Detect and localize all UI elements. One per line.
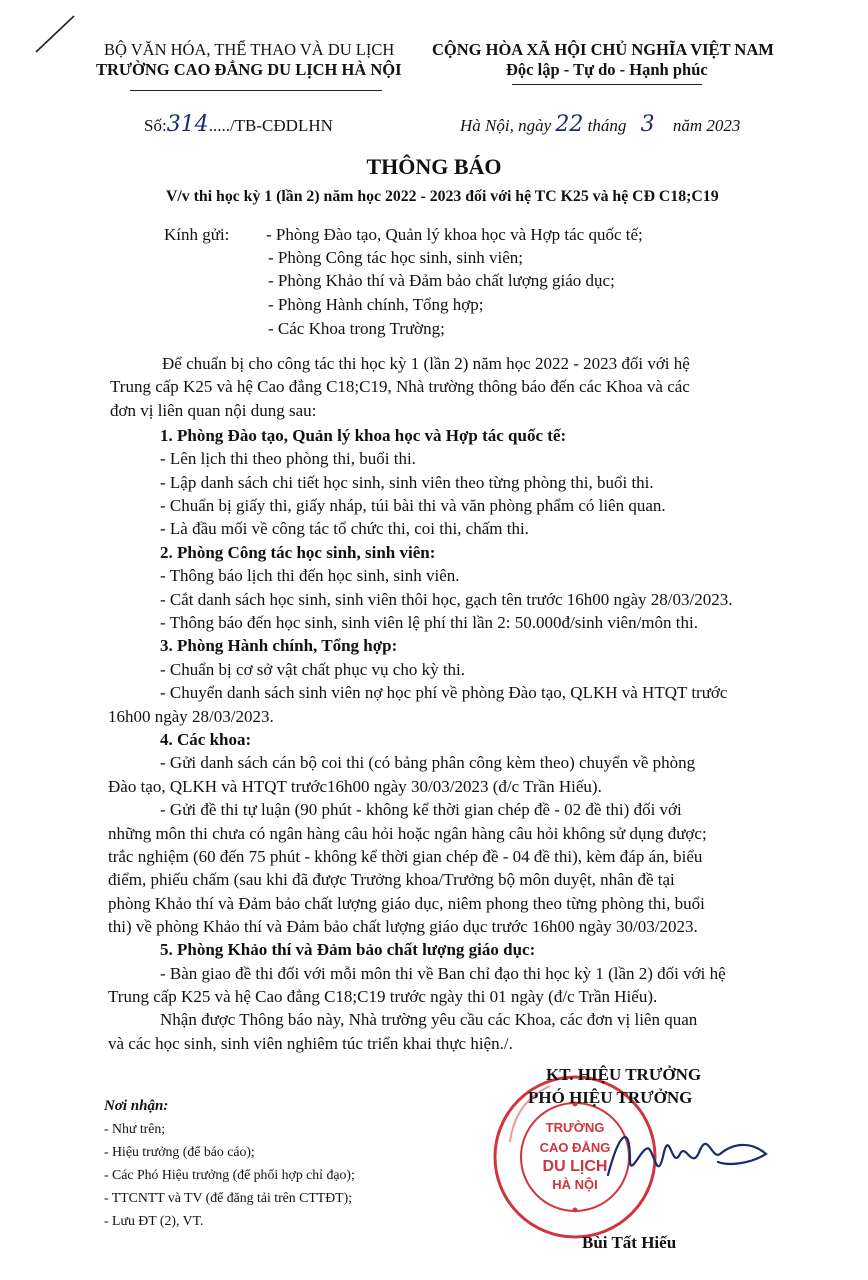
section-4-item: điểm, phiếu chấm (sau khi đã được Trưởng khoa/Trưởng bộ môn duyệt, nhân đề tại: [108, 870, 675, 889]
section-4-item: những môn thi chưa có ngân hàng câu hỏi hoặc ngân hàng câu hỏi không sử dụng được;: [108, 824, 707, 843]
school-name: TRƯỜNG CAO ĐẲNG DU LỊCH HÀ NỘI: [96, 60, 402, 79]
section-4-item: - Gửi danh sách cán bộ coi thi (có bảng phân công kèm theo) chuyển về phòng: [160, 753, 696, 772]
section-1-item: - Lập danh sách chi tiết học sinh, sinh viên theo từng phòng thi, buổi thi.: [160, 473, 654, 492]
section-4-item: phòng Khảo thí và Đảm bảo chất lượng giáo dục, niêm phong theo từng phòng thi, buổi: [108, 894, 705, 913]
right-underline: [512, 84, 702, 85]
receiver-item: - TTCNTT và TV (để đăng tải trên CTTĐT);: [104, 1190, 353, 1205]
date-month-handwritten: 3: [640, 112, 655, 137]
section-5-title: 5. Phòng Khảo thí và Đảm bảo chất lượng giáo dục:: [160, 940, 536, 959]
section-1-item: - Chuẩn bị giấy thi, giấy nháp, túi bài thi và văn phòng phẩm có liên quan.: [160, 496, 666, 515]
section-1-item: - Là đầu mối về công tác tổ chức thi, coi thi, chấm thi.: [160, 519, 529, 538]
recipient-item: - Phòng Đào tạo, Quản lý khoa học và Hợp tác quốc tế;: [266, 225, 643, 244]
left-underline: [130, 90, 382, 91]
section-5-item: - Bàn giao đề thi đối với mỗi môn thi về Ban chỉ đạo thi học kỳ 1 (lần 2) đối với hệ: [160, 964, 726, 983]
section-4-item: thi) về phòng Khảo thí và Đảm bảo chất lượng giáo dục trước 16h00 ngày 30/03/2023.: [108, 917, 698, 936]
signature-subtitle: PHÓ HIỆU TRƯỞNG: [528, 1088, 693, 1107]
receiver-item: - Hiệu trưởng (để báo cáo);: [104, 1144, 255, 1159]
section-5-item: Trung cấp K25 và hệ Cao đẳng C18;C19 trước ngày thi 01 ngày (đ/c Trần Hiếu).: [108, 987, 658, 1006]
section-4-item: - Gửi đề thi tự luận (90 phút - không kể thời gian chép đề - 02 đề thi) đối với: [160, 800, 682, 819]
receivers-title: Nơi nhận:: [104, 1098, 169, 1114]
section-3-item: - Chuẩn bị cơ sở vật chất phục vụ cho kỳ thi.: [160, 660, 466, 679]
document-title: THÔNG BÁO: [366, 154, 502, 179]
recipient-item: - Phòng Công tác học sinh, sinh viên;: [268, 248, 523, 267]
number-handwritten: 314: [166, 112, 209, 137]
motto: Độc lập - Tự do - Hạnh phúc: [506, 60, 708, 79]
recipients-label: Kính gửi:: [164, 225, 230, 244]
receiver-item: - Lưu ĐT (2), VT.: [104, 1213, 204, 1228]
date-day-handwritten: 22: [555, 112, 584, 137]
section-3-item: 16h00 ngày 28/03/2023.: [108, 707, 274, 726]
signer-name: Bùi Tất Hiếu: [582, 1233, 677, 1252]
intro-line: đơn vị liên quan nội dung sau:: [110, 401, 317, 420]
section-4-title: 4. Các khoa:: [160, 730, 252, 749]
section-2-item: - Cắt danh sách học sinh, sinh viên thôi học, gạch tên trước 16h00 ngày 28/03/2023.: [160, 590, 733, 609]
section-4-item: Đào tạo, QLKH và HTQT trước16h00 ngày 30/03/2023 (đ/c Trần Hiếu).: [108, 777, 602, 796]
section-2-title: 2. Phòng Công tác học sinh, sinh viên:: [160, 543, 436, 562]
stamp-text: DU LỊCH: [542, 1158, 608, 1175]
receiver-item: - Như trên;: [104, 1121, 166, 1136]
intro-line: Để chuẩn bị cho công tác thi học kỳ 1 (lần 2) năm học 2022 - 2023 đối với hệ: [162, 354, 690, 373]
pen-mark: [30, 12, 80, 56]
receiver-item: - Các Phó Hiệu trưởng (để phối hợp chỉ đạo);: [104, 1167, 355, 1182]
recipient-item: - Phòng Hành chính, Tổng hợp;: [268, 295, 484, 314]
section-3-title: 3. Phòng Hành chính, Tổng hợp:: [160, 636, 398, 655]
recipient-item: - Các Khoa trong Trường;: [268, 319, 445, 338]
closing-line: Nhận được Thông báo này, Nhà trường yêu cầu các Khoa, các đơn vị liên quan: [160, 1010, 698, 1029]
section-2-item: - Thông báo lịch thi đến học sinh, sinh viên.: [160, 566, 460, 585]
section-3-item: - Chuyển danh sách sinh viên nợ học phí về phòng Đào tạo, QLKH và HTQT trước: [160, 683, 728, 702]
recipient-item: - Phòng Khảo thí và Đảm bảo chất lượng giáo dục;: [268, 271, 615, 290]
ministry-name: BỘ VĂN HÓA, THỂ THAO VÀ DU LỊCH: [104, 40, 395, 59]
section-4-item: trắc nghiệm (60 đến 75 phút - không kể thời gian chép đề - 04 đề thi), kèm đáp án, biểu: [108, 847, 703, 866]
document-subject: V/v thi học kỳ 1 (lần 2) năm học 2022 - 2023 đối với hệ TC K25 và hệ CĐ C18;C19: [166, 188, 719, 205]
closing-line: và các học sinh, sinh viên nghiêm túc triển khai thực hiện./.: [108, 1034, 513, 1053]
section-2-item: - Thông báo đến học sinh, sinh viên lệ phí thi lần 2: 50.000đ/sinh viên/môn thi.: [160, 613, 698, 632]
document-date: Hà Nội, ngày 22 tháng 3 năm 2023: [460, 112, 741, 137]
document-number: Số:314...../TB-CĐDLHN: [144, 112, 333, 137]
stamp-text: HÀ NỘI: [552, 1177, 598, 1192]
signature-title: KT. HIỆU TRƯỞNG: [546, 1065, 702, 1084]
stamp-text: CAO ĐẲNG: [539, 1140, 611, 1155]
intro-line: Trung cấp K25 và hệ Cao đẳng C18;C19, Nhà trường thông báo đến các Khoa và các: [110, 377, 690, 396]
stamp-text: TRƯỜNG: [545, 1120, 605, 1135]
section-1-item: - Lên lịch thi theo phòng thi, buổi thi.: [160, 449, 416, 468]
section-1-title: 1. Phòng Đào tạo, Quản lý khoa học và Hợp tác quốc tế:: [160, 426, 567, 445]
handwritten-signature: [600, 1120, 780, 1190]
country-name: CỘNG HÒA XÃ HỘI CHỦ NGHĨA VIỆT NAM: [432, 40, 774, 59]
